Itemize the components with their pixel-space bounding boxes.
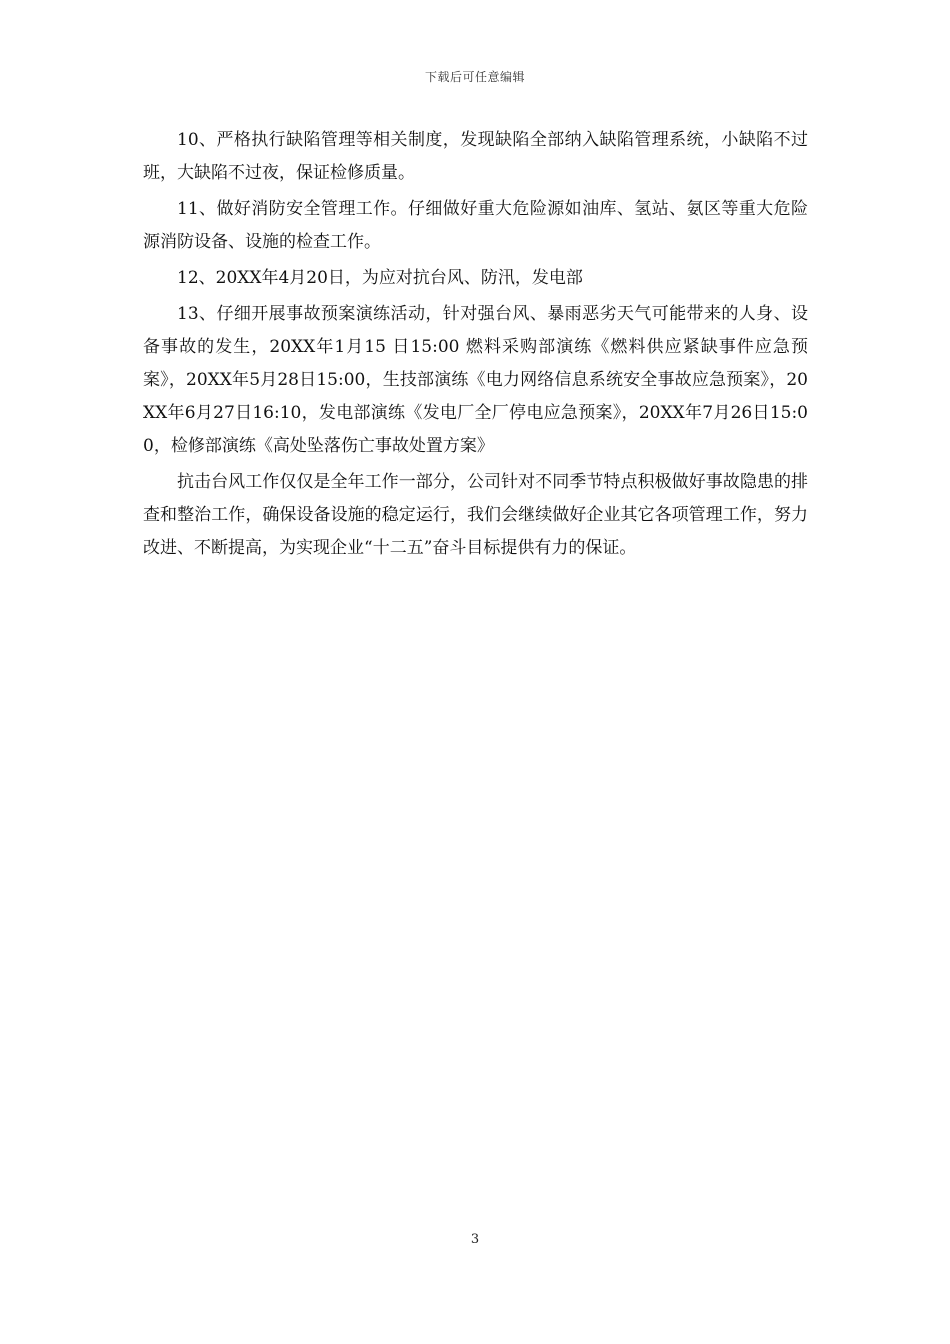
paragraph-item-10: 10、严格执行缺陷管理等相关制度，发现缺陷全部纳入缺陷管理系统，小缺陷不过班，大缺陷不过夜，保证检修质量。 <box>143 130 808 183</box>
paragraph-item-12: 12、20XX年4月20日，为应对抗台风、防汛，发电部 <box>177 268 583 288</box>
paragraph-item-11: 11、做好消防安全管理工作。仔细做好重大危险源如油库、氢站、氨区等重大危险源消防设备、设施的检查工作。 <box>143 199 808 252</box>
paragraph-conclusion: 抗击台风工作仅仅是全年工作一部分，公司针对不同季节特点积极做好事故隐患的排查和整治工作，确保设备设施的稳定运行，我们会继续做好企业其它各项管理工作，努力改进、不断提高，为实现企业“十二五”奋斗目标提供有力的保证。 <box>143 472 808 558</box>
page-header: 下载后可任意编辑 <box>424 70 525 84</box>
document-body <box>143 124 808 568</box>
paragraph-item-13: 13、仔细开展事故预案演练活动，针对强台风、暴雨恶劣天气可能带来的人身、设备事故的发生，20XX年1月15 日15:00 燃料采购部演练《燃料供应紧缺事件应急预案》，20XX年5月28日15:00，生技部演练《电力网络信息系统安全事故应急预案》，20XX年6月27日16:10，发电部演练《发电厂全厂停电应急预案》，20XX年7月26日15:00，检修部演练《高处坠落伤亡事故处置方案》 <box>143 304 809 456</box>
page-number: 3 <box>470 1232 480 1247</box>
